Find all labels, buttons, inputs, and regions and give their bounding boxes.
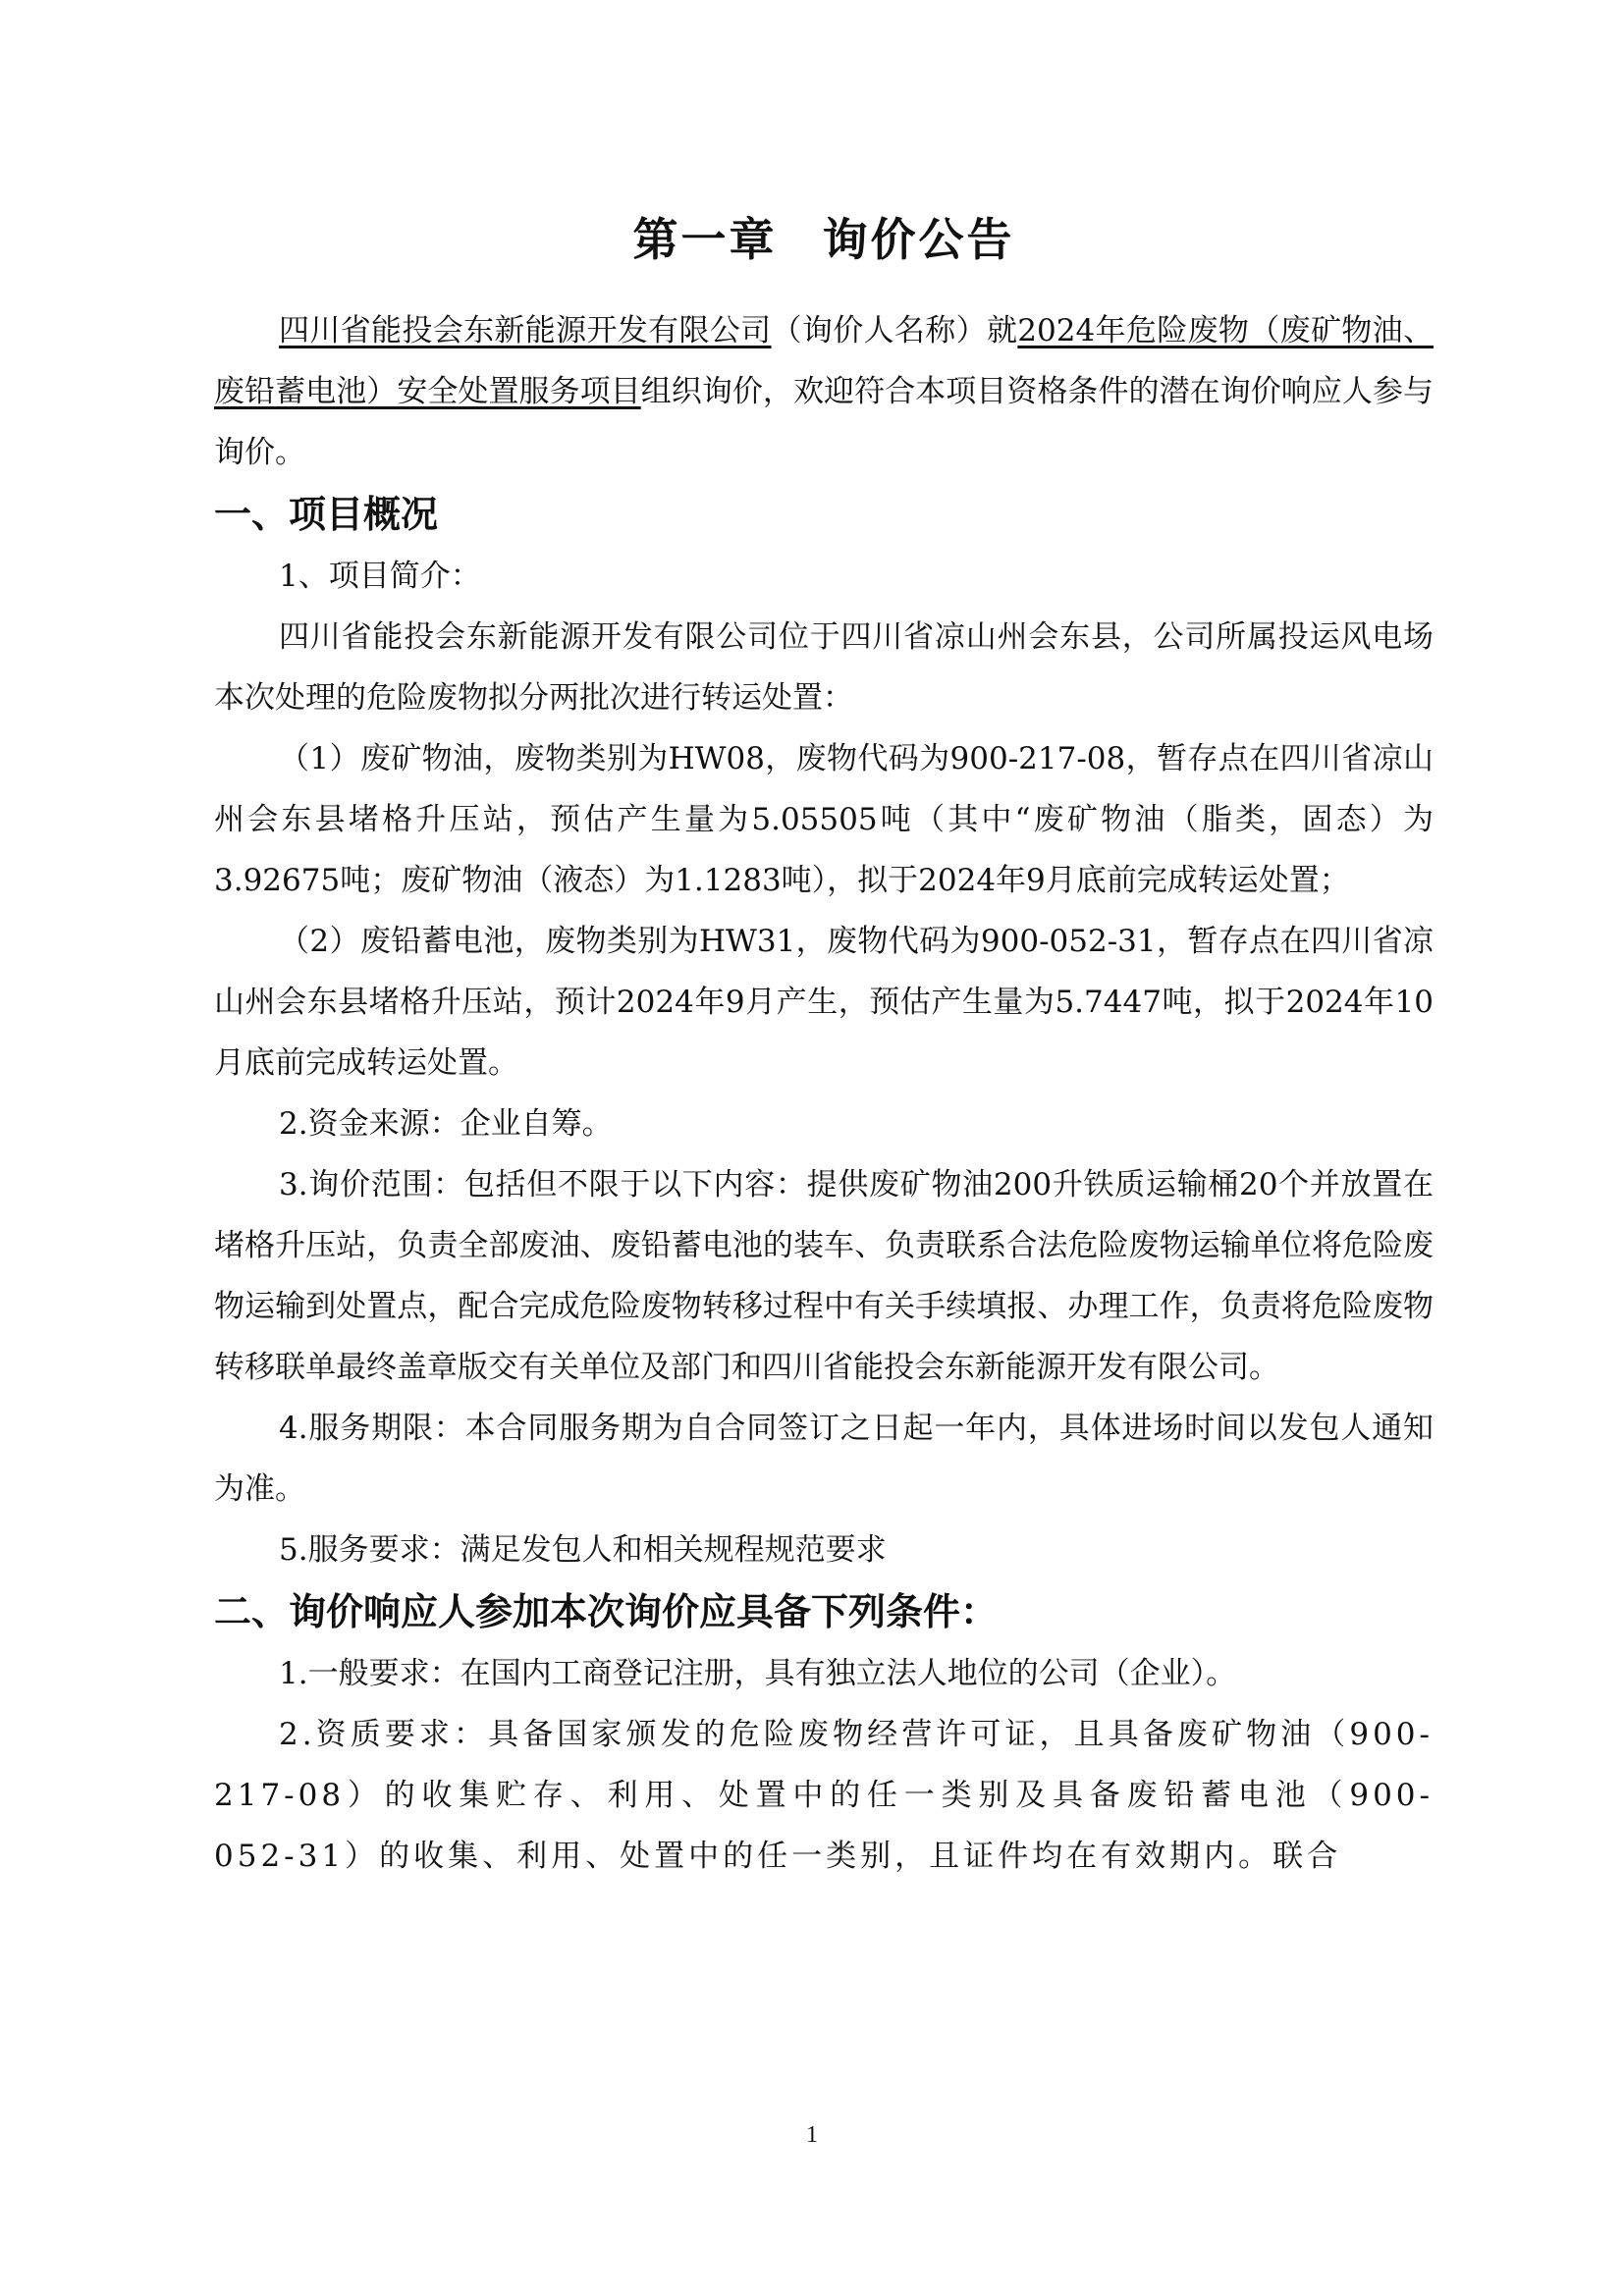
chapter-label: 第一章 [632,213,778,266]
intro-paragraph [214,300,1434,483]
chapter-name: 询价公告 [822,213,1015,266]
paragraph-qualification-requirements: 2.资质要求：具备国家颁发的危险废物经营许可证，且具备废矿物油（900-217-08）的收集贮存、利用、处置中的任一类别及具备废铅蓄电池（900-052-31）的收集、利用、处置中的任一类别，且证件均在有效期内。联合 [214,1717,1434,1874]
paragraph-service-requirements: 5.服务要求：满足发包人和相关规程规范要求 [279,1532,887,1568]
paragraph-general-requirements: 1.一般要求：在国内工商登记注册，具有独立法人地位的公司（企业）。 [279,1656,1237,1691]
paragraph-company-intro: 四川省能投会东新能源开发有限公司位于四川省凉山州会东县，公司所属投运风电场本次处理的危险废物拟分两批次进行转运处置： [214,619,1434,716]
document-body [214,208,1434,1887]
inquirer-name: 四川省能投会东新能源开发有限公司 [279,313,772,348]
paragraph-waste-oil: （1）废矿物油，废物类别为HW08，废物代码为900-217-08，暂存点在四川省凉山州会东县堵格升压站，预估产生量为5.05505吨（其中“废矿物油（脂类，固态）为3.92675吨；废矿物油（液态）为1.1283吨），拟于2024年9月底前完成转运处置； [214,741,1434,898]
chapter-title [214,208,1434,271]
subheading-project-intro: 1、项目简介： [279,559,481,594]
project-name: 2024年危险废物（废矿物油、废铅蓄电池）安全处置服务项目 [214,313,1434,409]
paragraph-service-period: 4.服务期限：本合同服务期为自合同签订之日起一年内，具体进场时间以发包人通知为准。 [214,1411,1434,1507]
section-heading-overview: 一、项目概况 [214,493,439,536]
intro-rest: 组织询价，欢迎符合本项目资格条件的潜在询价响应人参与询价。 [214,374,1434,470]
paragraph-scope: 3.询价范围：包括但不限于以下内容：提供废矿物油200升铁质运输桶20个并放置在堵格升压站，负责全部废油、废铅蓄电池的装车、负责联系合法危险废物运输单位将危险废物运输到处置点，配合完成危险废物转移过程中有关手续填报、办理工作，负责将危险废物转移联单最终盖章版交有关单位及部门和四川省能投会东新能源开发有限公司。 [214,1167,1434,1385]
inquirer-note: （询价人名称）就 [771,313,1018,348]
paragraph-funding: 2.资金来源：企业自筹。 [279,1106,613,1142]
paragraph-waste-battery: （2）废铅蓄电池，废物类别为HW31，废物代码为900-052-31，暂存点在四川省凉山州会东县堵格升压站，预计2024年9月产生，预估产生量为5.7447吨，拟于2024年10月底前完成转运处置。 [214,924,1434,1081]
section-heading-qualifications: 二、询价响应人参加本次询价应具备下列条件： [214,1590,999,1633]
page-number: 1 [806,2122,818,2148]
